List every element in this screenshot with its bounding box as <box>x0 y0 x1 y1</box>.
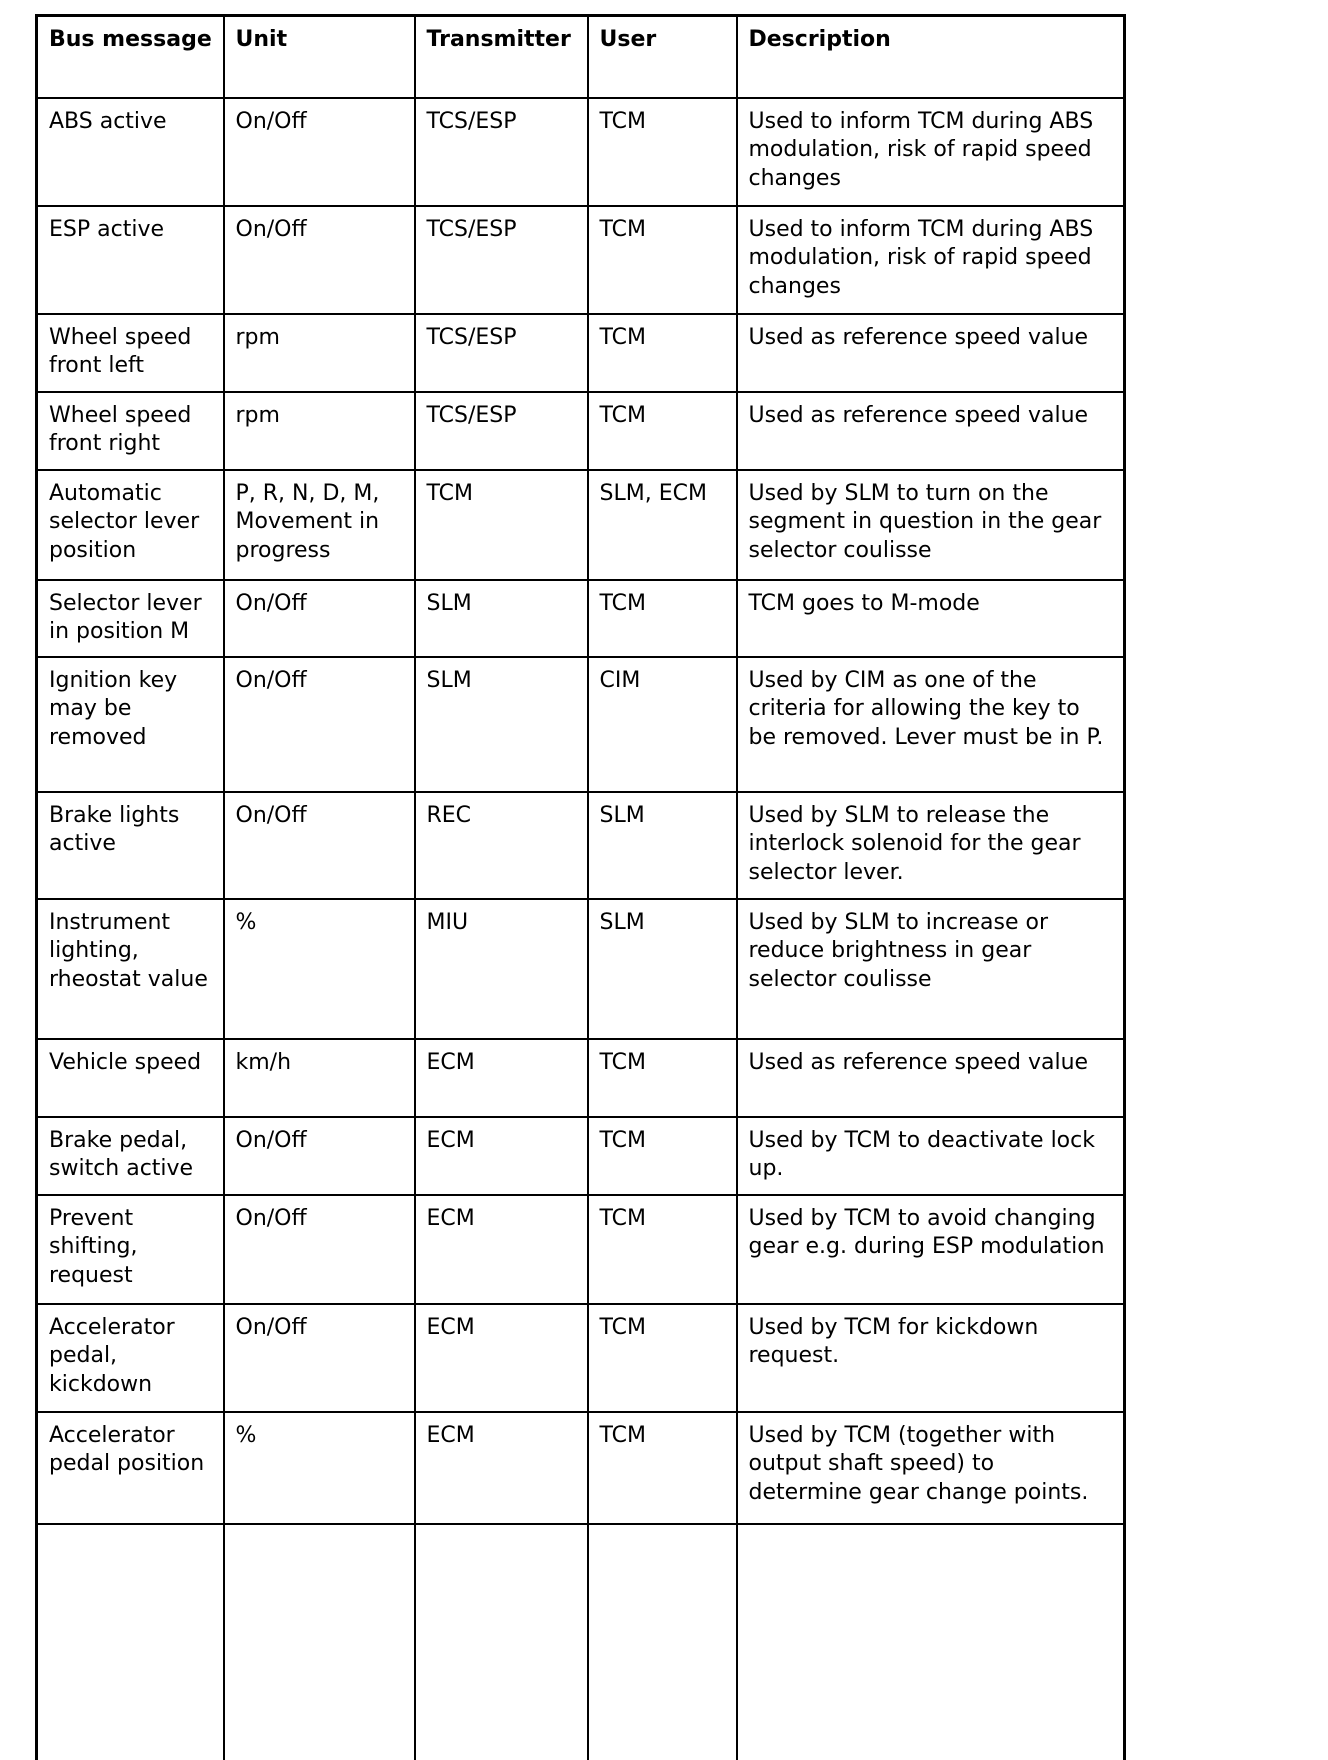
table-header-row <box>37 16 1125 98</box>
cell-user: TCM <box>588 206 737 314</box>
cell-user <box>588 1524 737 1760</box>
cell-user: TCM <box>588 1117 737 1195</box>
cell-transmitter: TCS/ESP <box>415 314 588 392</box>
cell-description <box>737 1524 1125 1760</box>
cell-transmitter: ECM <box>415 1412 588 1524</box>
table-row <box>37 899 1125 1039</box>
cell-unit: % <box>224 1412 415 1524</box>
cell-bus-message: ABS active <box>37 98 224 206</box>
cell-unit: P, R, N, D, M, Movement in progress <box>224 470 415 580</box>
cell-unit: On/Off <box>224 1304 415 1412</box>
cell-user: TCM <box>588 1039 737 1117</box>
cell-user: TCM <box>588 314 737 392</box>
cell-transmitter: ECM <box>415 1117 588 1195</box>
cell-transmitter <box>415 1524 588 1760</box>
table-row <box>37 657 1125 792</box>
cell-bus-message <box>37 1524 224 1760</box>
bus-message-table <box>35 14 1126 1760</box>
cell-unit: On/Off <box>224 792 415 899</box>
table-row <box>37 1195 1125 1304</box>
cell-transmitter: MIU <box>415 899 588 1039</box>
column-header-description: Description <box>737 16 1125 98</box>
table-row <box>37 1304 1125 1412</box>
cell-bus-message: Brake pedal, switch active <box>37 1117 224 1195</box>
cell-user: CIM <box>588 657 737 792</box>
cell-unit: On/Off <box>224 98 415 206</box>
table-row <box>37 1117 1125 1195</box>
cell-description: Used by TCM for kickdown request. <box>737 1304 1125 1412</box>
cell-unit: On/Off <box>224 1195 415 1304</box>
table-row <box>37 792 1125 899</box>
cell-unit <box>224 1524 415 1760</box>
column-header-unit: Unit <box>224 16 415 98</box>
cell-transmitter: TCS/ESP <box>415 392 588 470</box>
cell-description: Used by TCM to deactivate lock up. <box>737 1117 1125 1195</box>
cell-unit: On/Off <box>224 206 415 314</box>
cell-description: Used as reference speed value <box>737 314 1125 392</box>
cell-user: TCM <box>588 1195 737 1304</box>
cell-user: TCM <box>588 98 737 206</box>
cell-transmitter: ECM <box>415 1195 588 1304</box>
table-row <box>37 314 1125 392</box>
cell-transmitter: ECM <box>415 1304 588 1412</box>
cell-description: Used by TCM to avoid changing gear e.g. during ESP modulation <box>737 1195 1125 1304</box>
cell-bus-message: Selector lever in position M <box>37 580 224 657</box>
table-row <box>37 470 1125 580</box>
cell-description: Used to inform TCM during ABS modulation, risk of rapid speed changes <box>737 206 1125 314</box>
cell-bus-message: Wheel speed front left <box>37 314 224 392</box>
cell-transmitter: SLM <box>415 580 588 657</box>
column-header-transmitter: Transmitter <box>415 16 588 98</box>
cell-bus-message: Accelerator pedal, kickdown <box>37 1304 224 1412</box>
cell-bus-message: Vehicle speed <box>37 1039 224 1117</box>
table-row <box>37 1412 1125 1524</box>
cell-unit: rpm <box>224 392 415 470</box>
cell-unit: % <box>224 899 415 1039</box>
cell-bus-message: Instrument lighting, rheostat value <box>37 899 224 1039</box>
cell-transmitter: TCS/ESP <box>415 206 588 314</box>
cell-transmitter: TCM <box>415 470 588 580</box>
cell-transmitter: REC <box>415 792 588 899</box>
cell-unit: On/Off <box>224 1117 415 1195</box>
cell-unit: On/Off <box>224 657 415 792</box>
cell-bus-message: Prevent shifting, request <box>37 1195 224 1304</box>
cell-description: Used by CIM as one of the criteria for allowing the key to be removed. Lever must be in P. <box>737 657 1125 792</box>
cell-transmitter: SLM <box>415 657 588 792</box>
cell-description: Used by SLM to increase or reduce brightness in gear selector coulisse <box>737 899 1125 1039</box>
cell-description: Used as reference speed value <box>737 1039 1125 1117</box>
cell-bus-message: Wheel speed front right <box>37 392 224 470</box>
cell-user: TCM <box>588 580 737 657</box>
cell-user: TCM <box>588 1412 737 1524</box>
column-header-bus-message: Bus message <box>37 16 224 98</box>
table-row <box>37 98 1125 206</box>
cell-unit: rpm <box>224 314 415 392</box>
table-row-partial <box>37 1524 1125 1760</box>
cell-description: Used by SLM to turn on the segment in question in the gear selector coulisse <box>737 470 1125 580</box>
cell-description: Used by TCM (together with output shaft speed) to determine gear change points. <box>737 1412 1125 1524</box>
cell-description: Used by SLM to release the interlock solenoid for the gear selector lever. <box>737 792 1125 899</box>
table-row <box>37 1039 1125 1117</box>
cell-bus-message: ESP active <box>37 206 224 314</box>
cell-user: TCM <box>588 1304 737 1412</box>
cell-unit: On/Off <box>224 580 415 657</box>
cell-bus-message: Accelerator pedal position <box>37 1412 224 1524</box>
cell-description: Used to inform TCM during ABS modulation, risk of rapid speed changes <box>737 98 1125 206</box>
cell-transmitter: ECM <box>415 1039 588 1117</box>
cell-bus-message: Ignition key may be removed <box>37 657 224 792</box>
table-row <box>37 206 1125 314</box>
cell-bus-message: Automatic selector lever position <box>37 470 224 580</box>
cell-user: SLM, ECM <box>588 470 737 580</box>
cell-unit: km/h <box>224 1039 415 1117</box>
column-header-user: User <box>588 16 737 98</box>
cell-user: SLM <box>588 899 737 1039</box>
table-row <box>37 580 1125 657</box>
cell-description: Used as reference speed value <box>737 392 1125 470</box>
cell-user: SLM <box>588 792 737 899</box>
table-row <box>37 392 1125 470</box>
cell-description: TCM goes to M-mode <box>737 580 1125 657</box>
cell-transmitter: TCS/ESP <box>415 98 588 206</box>
cell-bus-message: Brake lights active <box>37 792 224 899</box>
table-body <box>37 98 1125 1760</box>
cell-user: TCM <box>588 392 737 470</box>
